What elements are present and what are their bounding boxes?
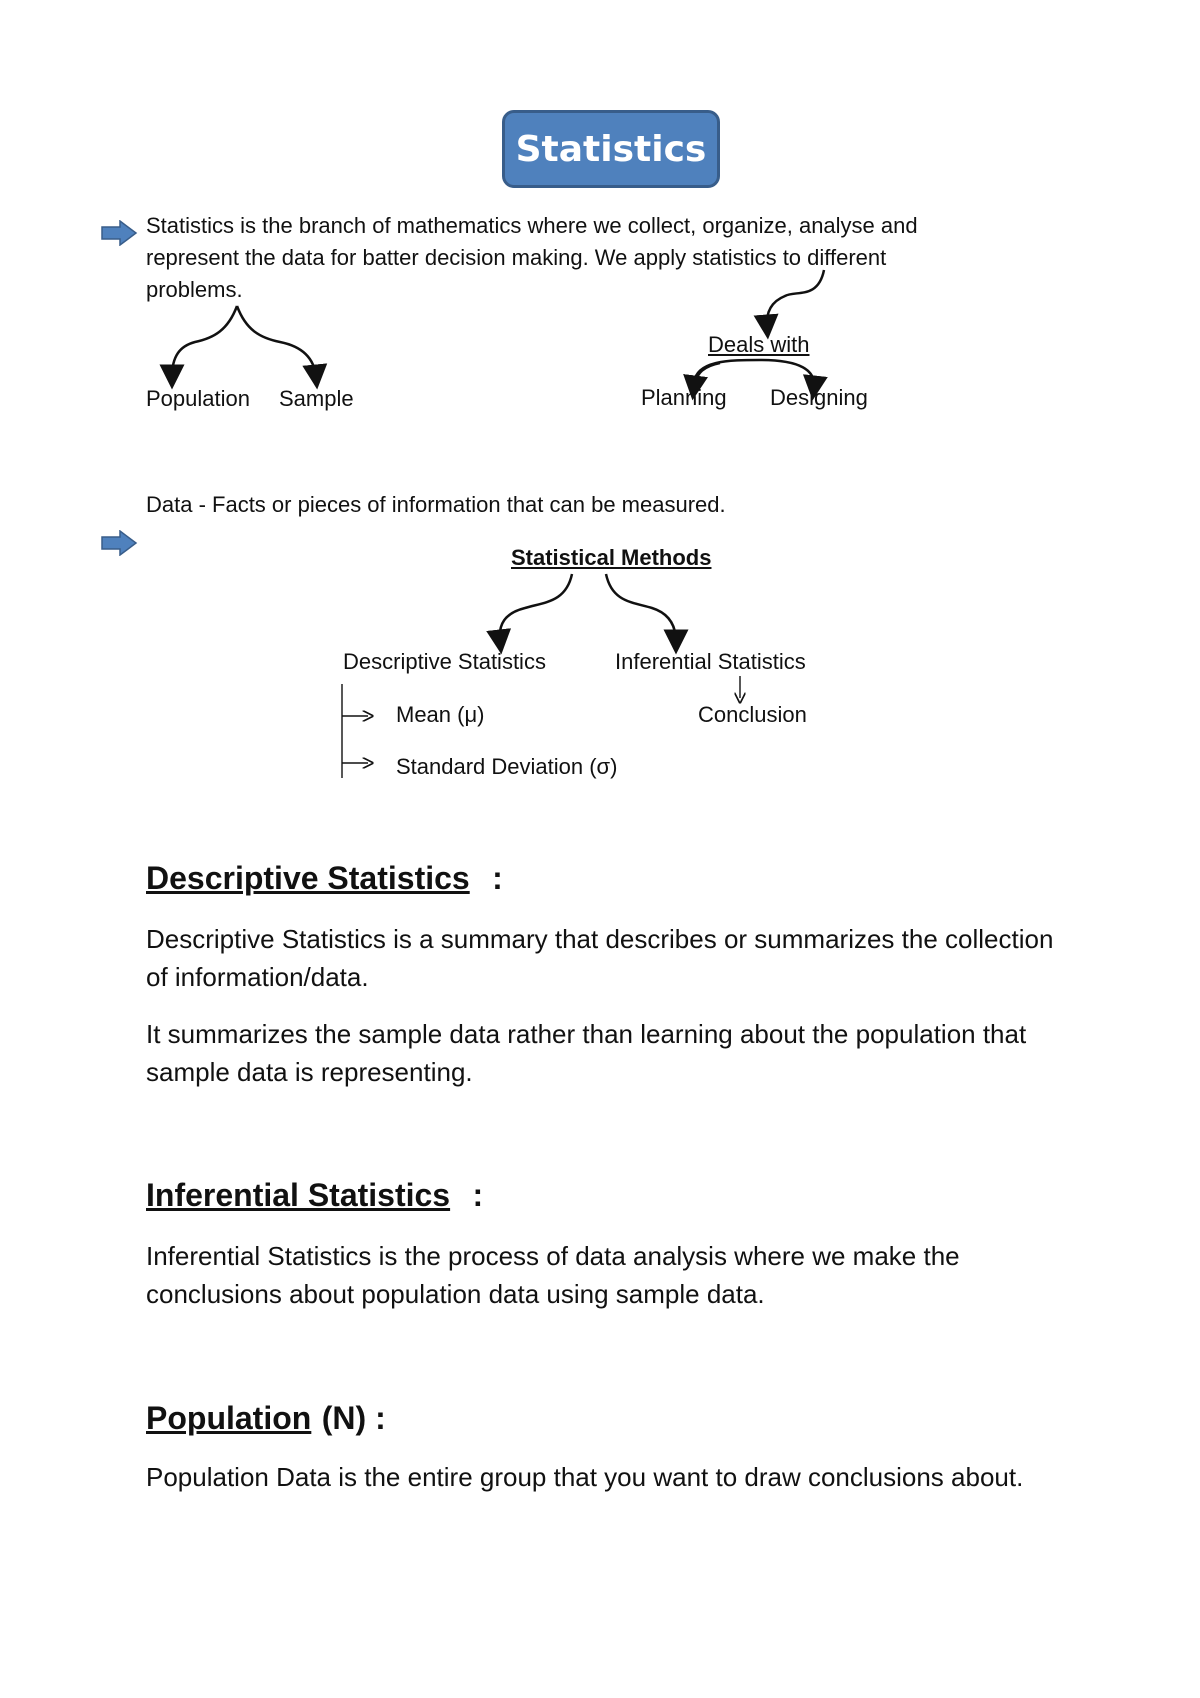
methods-right-curve: [606, 574, 676, 642]
section-paragraph: Population Data is the entire group that you want to draw conclusions about.: [146, 1462, 1024, 1492]
intro-line: problems.: [146, 277, 243, 302]
intro-line: represent the data for batter decision making. We apply statistics to different: [146, 245, 887, 270]
section-population: [146, 1400, 386, 1437]
methods-title: Statistical Methods: [511, 545, 712, 570]
section-colon: :: [492, 860, 503, 896]
inferential-label: Inferential Statistics: [615, 649, 806, 674]
planning-label: Planning: [641, 385, 727, 410]
section-paragraph: Descriptive Statistics is a summary that describes or summarizes the collection of information/data.: [146, 924, 1054, 992]
data-definition: Data - Facts or pieces of information that can be measured.: [146, 492, 726, 517]
section-heading: Inferential Statistics: [146, 1177, 451, 1213]
descriptive-label: Descriptive Statistics: [343, 649, 546, 674]
designing-label: Designing: [770, 385, 868, 410]
conclusion-label: Conclusion: [698, 702, 807, 727]
page-title: Statistics: [502, 110, 720, 188]
section-colon: (N) :: [321, 1400, 386, 1436]
methods-left-curve: [500, 574, 572, 642]
section-heading: Population: [146, 1400, 312, 1436]
brace-right-curve: [237, 306, 316, 377]
section-paragraph: It summarizes the sample data rather than learning about the population that sample data is representing.: [146, 1019, 1027, 1087]
population-label: Population: [146, 386, 250, 411]
apply-arrow-curve: [767, 270, 824, 327]
section-descriptive: [146, 860, 503, 897]
intro-line: Statistics is the branch of mathematics where we collect, organize, analyse and: [146, 213, 918, 238]
sd-label: Standard Deviation (σ): [396, 754, 618, 779]
section-heading: Descriptive Statistics: [146, 860, 470, 896]
section-inferential: [146, 1177, 483, 1214]
mean-label: Mean (μ): [396, 702, 485, 727]
section-colon: :: [472, 1177, 484, 1213]
planning-designing-loop-left: [694, 363, 720, 388]
sample-label: Sample: [279, 386, 354, 411]
section-paragraph: Inferential Statistics is the process of data analysis where we make the conclusions about population data using sample data.: [146, 1241, 960, 1309]
deals-with-label: Deals with: [708, 332, 810, 357]
brace-left-curve: [172, 306, 237, 377]
